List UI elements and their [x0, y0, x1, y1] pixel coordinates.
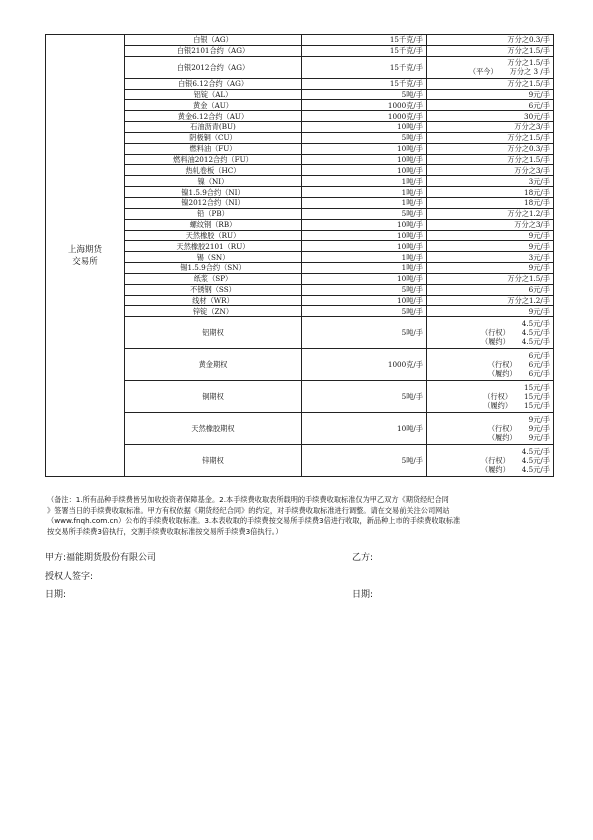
contract-unit-cell: 5吨/手 — [302, 208, 427, 219]
fee-rate-value: 4.5元/手 — [521, 328, 550, 338]
contract-unit-cell: 15千克/手 — [302, 78, 427, 89]
contract-unit-cell: 15千克/手 — [302, 35, 427, 46]
fee-rate-cell: 18元/手 — [427, 187, 554, 198]
fee-rate-value: 4.5元/手 — [521, 337, 550, 347]
fee-rate-cell: 万分之0.3/手 — [427, 35, 554, 46]
fee-rate-value: 万分之1.5/手 — [507, 58, 550, 68]
fee-rate-value: 4.5元/手 — [521, 319, 550, 329]
contract-unit-cell: 1000克/手 — [302, 100, 427, 111]
product-cell: 天然橡胶期权 — [125, 413, 302, 445]
fee-rate-value: 4.5元/手 — [521, 465, 550, 475]
contract-unit-cell: 5吨/手 — [302, 445, 427, 477]
contract-unit-cell: 10吨/手 — [302, 143, 427, 154]
fee-rate-cell: 万分之1.2/手 — [427, 208, 554, 219]
fee-rate-line — [430, 383, 550, 392]
product-cell: 燃料油2012合约（FU） — [125, 154, 302, 165]
contract-unit-cell: 10吨/手 — [302, 295, 427, 306]
fee-table-body — [46, 35, 554, 477]
contract-unit-cell: 1吨/手 — [302, 197, 427, 208]
fee-rate-line — [430, 58, 550, 67]
contract-unit-cell: 1吨/手 — [302, 187, 427, 198]
product-cell: 铅（PB） — [125, 208, 302, 219]
contract-unit-cell: 10吨/手 — [302, 413, 427, 445]
fee-rate-cell — [427, 413, 554, 445]
product-cell: 燃料油（FU） — [125, 143, 302, 154]
contract-unit-cell: 10吨/手 — [302, 165, 427, 176]
fee-rate-value: 15元/手 — [524, 383, 550, 393]
fee-rate-cell: 6元/手 — [427, 284, 554, 295]
fee-rate-value: 15元/手 — [524, 401, 550, 411]
fee-rate-line — [430, 433, 550, 442]
product-cell: 阴极铜（CU） — [125, 132, 302, 143]
fee-rate-value: 4.5元/手 — [521, 456, 550, 466]
product-cell: 锌锭（ZN） — [125, 306, 302, 317]
contract-unit-cell: 10吨/手 — [302, 219, 427, 230]
fee-rate-value: 6元/手 — [528, 351, 550, 361]
party-b-label: 乙方: — [352, 553, 374, 563]
contract-unit-cell: 1000克/手 — [302, 111, 427, 122]
product-cell: 黄金期权 — [125, 349, 302, 381]
fee-rate-cell: 万分之1.5/手 — [427, 132, 554, 143]
fee-rate-value: 6元/手 — [528, 360, 550, 370]
contract-unit-cell: 5吨/手 — [302, 381, 427, 413]
product-cell: 锌期权 — [125, 445, 302, 477]
fee-rate-value: 6元/手 — [528, 369, 550, 379]
fee-rate-value: 15元/手 — [524, 392, 550, 402]
table-row — [46, 35, 554, 46]
contract-unit-cell: 1000克/手 — [302, 349, 427, 381]
fee-type-tag: （行权） — [481, 328, 510, 338]
fee-rate-cell: 9元/手 — [427, 230, 554, 241]
contract-unit-cell: 10吨/手 — [302, 230, 427, 241]
fee-rate-cell: 万分之3/手 — [427, 165, 554, 176]
product-cell: 铜期权 — [125, 381, 302, 413]
product-cell: 黄金（AU） — [125, 100, 302, 111]
fee-rate-cell: 3元/手 — [427, 176, 554, 187]
fee-rate-cell — [427, 317, 554, 349]
product-cell: 石油沥青(BU) — [125, 122, 302, 133]
product-cell: 白银2101合约（AG） — [125, 45, 302, 56]
product-cell: 白银（AG） — [125, 35, 302, 46]
contract-unit-cell: 15千克/手 — [302, 45, 427, 56]
contract-unit-cell: 1吨/手 — [302, 176, 427, 187]
fee-rate-cell: 万分之1.5/手 — [427, 45, 554, 56]
contract-unit-cell: 5吨/手 — [302, 89, 427, 100]
remarks-note: （备注：1.所有品种手续费皆另加收投资者保障基金。2.本手续费收取表所载明的手续费收取标准仅为甲乙双方《期货经纪合同 》签署当日的手续费收取标准。甲方有权依据《期货经纪合同》的约定，对手续费收取标准进行调整。请在交易前关注公司网站 （www.fnqh.com.cn）公布的手续费收取标准。3.本表收取的手续费按交易所手续费3倍进行收取，新品种上市的手续费收取标准 按交易所手续费3倍执行，交割手续费收取标准按交易所手续费3倍执行。） — [47, 495, 461, 536]
fee-rate-line — [430, 67, 550, 76]
fee-rate-cell: 万分之3/手 — [427, 219, 554, 230]
product-cell: 纸浆（SP） — [125, 273, 302, 284]
fee-rate-value: 9元/手 — [528, 433, 550, 443]
product-cell: 黄金6.12合约（AU） — [125, 111, 302, 122]
fee-rate-line — [430, 456, 550, 465]
date-a-label: 日期: — [45, 590, 67, 600]
fee-rate-cell: 3元/手 — [427, 252, 554, 263]
fee-rate-cell: 万分之0.3/手 — [427, 143, 554, 154]
fee-rate-line — [430, 351, 550, 360]
fee-type-tag: （平今） — [468, 67, 498, 77]
product-cell: 镍2012合约（NI） — [125, 197, 302, 208]
fee-rate-value: 9元/手 — [528, 415, 550, 425]
fee-rate-value: 4.5元/手 — [521, 447, 550, 457]
fee-type-tag: （履约） — [487, 433, 517, 443]
fee-rate-cell — [427, 445, 554, 477]
contract-unit-cell: 15千克/手 — [302, 56, 427, 78]
exchange-cell — [46, 35, 125, 477]
fee-rate-cell: 6元/手 — [427, 100, 554, 111]
fee-rate-cell — [427, 381, 554, 413]
product-cell: 铝期权 — [125, 317, 302, 349]
fee-rate-line — [430, 401, 550, 410]
fee-rate-line — [430, 392, 550, 401]
fee-rate-cell: 万分之1.2/手 — [427, 295, 554, 306]
contract-unit-cell: 1吨/手 — [302, 263, 427, 274]
fee-rate-line — [430, 465, 550, 474]
product-cell: 白银6.12合约（AG） — [125, 78, 302, 89]
fee-type-tag: （履约） — [481, 465, 510, 475]
fee-type-tag: （行权） — [481, 456, 510, 466]
fee-rate-cell: 9元/手 — [427, 263, 554, 274]
fee-rate-line — [430, 319, 550, 328]
fee-rate-line — [430, 424, 550, 433]
party-a-label: 甲方:福能期货股份有限公司 — [45, 553, 157, 563]
fee-type-tag: （行权） — [487, 360, 517, 370]
product-cell: 镍（NI） — [125, 176, 302, 187]
fee-rate-cell: 万分之1.5/手 — [427, 78, 554, 89]
contract-unit-cell: 10吨/手 — [302, 241, 427, 252]
product-cell: 不锈钢（SS） — [125, 284, 302, 295]
fee-rate-cell — [427, 349, 554, 381]
fee-rate-line — [430, 328, 550, 337]
fee-type-tag: （履约） — [487, 369, 517, 379]
contract-unit-cell: 5吨/手 — [302, 317, 427, 349]
product-cell: 螺纹钢（RB） — [125, 219, 302, 230]
product-cell: 天然橡胶2101（RU） — [125, 241, 302, 252]
contract-unit-cell: 10吨/手 — [302, 154, 427, 165]
fee-table — [45, 34, 554, 477]
fee-type-tag: （行权） — [487, 424, 517, 434]
product-cell: 镍1.5.9合约（NI） — [125, 187, 302, 198]
authorized-signature-label: 授权人签字: — [45, 572, 94, 582]
product-cell: 锡（SN） — [125, 252, 302, 263]
fee-rate-cell — [427, 56, 554, 78]
fee-rate-cell: 9元/手 — [427, 89, 554, 100]
fee-rate-value: 9元/手 — [528, 424, 550, 434]
fee-type-tag: （行权） — [483, 392, 513, 402]
fee-rate-value: 万分之 3 /手 — [509, 67, 550, 77]
product-cell: 线材（WR） — [125, 295, 302, 306]
fee-rate-cell: 18元/手 — [427, 197, 554, 208]
fee-rate-cell: 万分之1.5/手 — [427, 273, 554, 284]
fee-type-tag: （履约） — [483, 401, 513, 411]
product-cell: 白银2012合约（AG） — [125, 56, 302, 78]
contract-unit-cell: 5吨/手 — [302, 132, 427, 143]
date-b-label: 日期: — [352, 590, 374, 600]
fee-rate-cell: 9元/手 — [427, 241, 554, 252]
fee-rate-cell: 30元/手 — [427, 111, 554, 122]
contract-unit-cell: 5吨/手 — [302, 306, 427, 317]
contract-unit-cell: 10吨/手 — [302, 273, 427, 284]
contract-unit-cell: 1吨/手 — [302, 252, 427, 263]
fee-rate-cell: 万分之3/手 — [427, 122, 554, 133]
contract-unit-cell: 5吨/手 — [302, 284, 427, 295]
fee-rate-line — [430, 415, 550, 424]
fee-rate-line — [430, 360, 550, 369]
fee-rate-line — [430, 369, 550, 378]
fee-rate-line — [430, 337, 550, 346]
product-cell: 天然橡胶（RU） — [125, 230, 302, 241]
fee-type-tag: （履约） — [481, 337, 510, 347]
fee-rate-line — [430, 447, 550, 456]
product-cell: 锡1.5.9合约（SN） — [125, 263, 302, 274]
fee-rate-cell: 9元/手 — [427, 306, 554, 317]
exchange-name: 上海期货 交易所 — [67, 244, 102, 267]
product-cell: 铝锭（AL） — [125, 89, 302, 100]
product-cell: 热轧卷板（HC） — [125, 165, 302, 176]
contract-unit-cell: 10吨/手 — [302, 122, 427, 133]
fee-rate-cell: 万分之1.5/手 — [427, 154, 554, 165]
